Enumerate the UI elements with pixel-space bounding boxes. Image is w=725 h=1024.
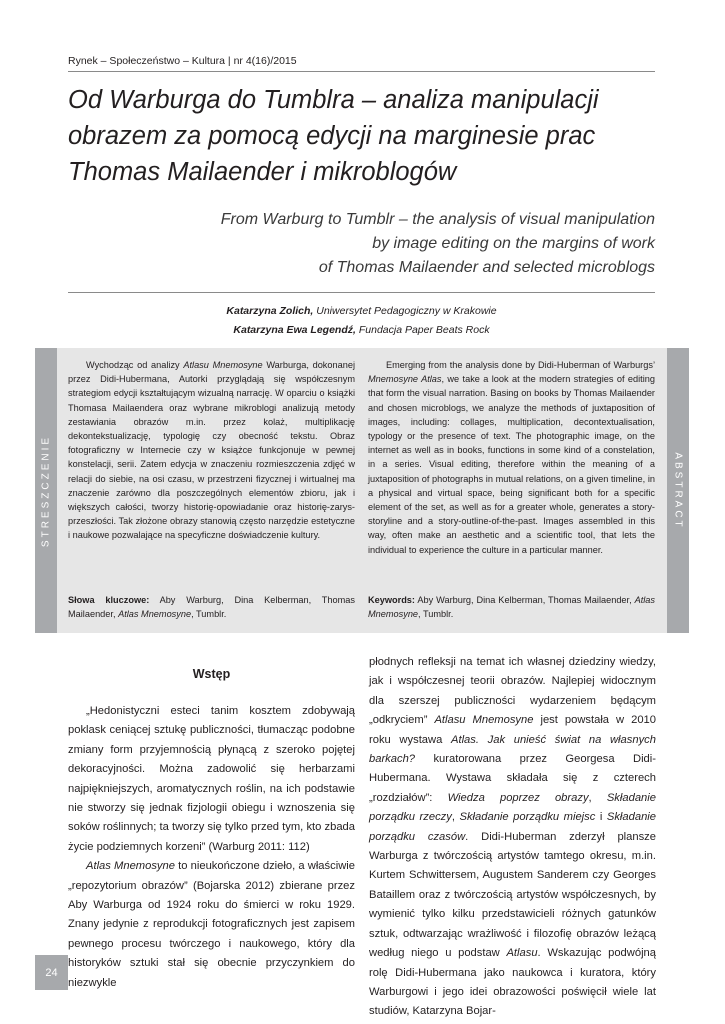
author-affiliation: Fundacja Paper Beats Rock — [355, 324, 490, 336]
abstract-paragraph: Wychodząc od analizy Atlasu Mnemosyne Warburga, dokonanej przez Didi-Hubermana, Autorki przyglądają się współczesnym strategiom edycji kształtującym wizualną narrację. W oparciu o książki Thomasa Mailaendera oraz wybrane mikroblogi analizują metody zestawiania obrazów m.in. przez kolaż, multiplikację dekontekstualizację, typologię czy obecność tekstu. Obraz fotograficzny w Internecie czy w książce funkcjonuje w pewnej konstelacji, serii. Zatem edycja w znaczeniu rozmieszczenia zdjęć w relacji do siebie, na osi czasu, w przestrzeni fizycznej i wirtualnej ma znaczenie zarówno dla poszczególnych elementów zbioru, jak i większych całości, tworzy historię-opowiadanie oraz historię-zarys-przeszłości. Tak złożone obrazy stanowią często narzędzie estetyczne i naukowe pozwalające na specyficzne doświadczenie kultury. — [68, 360, 355, 541]
authors-block — [68, 302, 655, 340]
article-title — [68, 82, 668, 190]
body-column-left — [68, 702, 355, 993]
keywords-label: Keywords: — [368, 595, 415, 605]
subtitle-line: From Warburg to Tumblr – the analysis of visual manipulation — [220, 211, 655, 228]
header-rule — [68, 71, 655, 72]
author-line — [68, 302, 655, 321]
title-line: obrazem za pomocą edycji na marginesie prac — [68, 122, 596, 150]
author-name: Katarzyna Ewa Legendź, — [233, 324, 356, 336]
subtitle-rule — [68, 292, 655, 293]
journal-header: Rynek – Społeczeństwo – Kultura | nr 4(16)/2015 — [68, 55, 297, 67]
body-paragraph: płodnych refleksji na temat ich własnej dziedziny wiedzy, jak i współczesnej teorii obrazów. Najlepiej widocznym dla szerszej publiczności wydarzeniem będącym „odkryciem” Atlasu Mnemosyne jest powstała w 2010 roku wystawa Atlas. Jak unieść świat na własnych barkach? kuratorowana przez Georgesa Didi-Hubermana. Wystawa składała się z czterech „rozdziałów”: Wiedza poprzez obrazy, Składanie porządku rzeczy, Składanie porządku miejsc i Składanie porządku czasów. Didi-Huberman zderzył plansze Warburga z twórczością artystów tamtego okresu, m.in. Kurtem Schwittersem, Augustem Sanderem czy Georges Bataillem oraz z twórczością artystów współczesnych, by wymienić tylko kilku przedstawicieli różnych gatunków sztuk, odtwarzając wrażliwość i filozofię obrazów leżącą według niego u podstaw Atlasu. Wskazując podwójną rolę Didi-Hubermana jako naukowca i kuratora, który Warburgowi i jego idei obrazowości poświęcił wiele lat studiów, Katarzyna Bojar- — [369, 656, 657, 1018]
abstract-paragraph: Emerging from the analysis done by Didi-Huberman of Warburgs’ Mnemosyne Atlas, we take a look at the modern strategies of editing that form the visual narration. Basing on books by Thomas Mailaender and chosen microblogs, we analyze the methods of juxtaposition of images, including: collages, multiplication, decontextualisation, typology or the presence of text. The photographic image, on the internet as well as in books, functions in some kind of a constelation, in a series. Visual editing, therefore within the meaning of a juxtaposition of photographs in mutual relations, on a given timeline, in a physical and virtual space, being significant both for a specific element of the set, as well as for a greater whole, generates a story-storyline and a story-outline-of-the-past. Images assembled in this way, often make an aesthetic and a scientific tool, that lets the individual to experience the culture in a particular manner. — [368, 360, 655, 555]
author-affiliation: Uniwersytet Pedagogiczny w Krakowie — [313, 305, 497, 317]
side-label-abstract: ABSTRACT — [672, 451, 684, 530]
abstract-english — [368, 358, 655, 557]
author-line — [68, 321, 655, 340]
abstract-box — [35, 348, 689, 633]
abstract-side-tab-left — [35, 348, 57, 633]
body-quote: „Hedonistyczni esteci tanim kosztem zdobywają poklask ceniącej sztukę publiczności, tłumacząc podobne zmiany form przyjemnością płynącą z szeroko pojętej dekoracyjności. Można zadowolić się herbarzami najpiękniejszych, aromatycznych roślin, na ich podstawie nie stworzy się jednak fizjologii obiegu i wznoszenia się soków roślinnych; ta tworzy się tylko przed tym, kto zbada życie podziemnych korzeni” (Warburg 2011: 112) — [68, 705, 355, 853]
section-heading: Wstęp — [192, 667, 231, 681]
article-subtitle — [95, 208, 655, 280]
keywords-label: Słowa kluczowe: — [68, 595, 150, 605]
abstract-polish — [68, 358, 355, 543]
subtitle-line: by image editing on the margins of work — [372, 235, 655, 252]
title-line: Od Warburga do Tumblra – analiza manipulacji — [68, 86, 599, 114]
author-name: Katarzyna Zolich, — [226, 305, 314, 317]
keywords-polish: Słowa kluczowe: Aby Warburg, Dina Kelberman, Thomas Mailaender, Atlas Mnemosyne, Tumblr. — [68, 595, 355, 620]
side-label-streszczenie: STRESZCZENIE — [40, 434, 52, 547]
abstract-side-tab-right — [667, 348, 689, 633]
keywords-english: Keywords: Aby Warburg, Dina Kelberman, Thomas Mailaender, Atlas Mnemosyne, Tumblr. — [368, 595, 655, 620]
body-column-right — [369, 653, 656, 1022]
page-number: 24 — [35, 955, 68, 990]
title-line: Thomas Mailaender i mikroblogów — [68, 158, 457, 186]
body-paragraph: Atlas Mnemosyne to nieukończone dzieło, a właściwie „repozytorium obrazów” (Bojarska 2012) zbierane przez Aby Warburga od 1924 roku do śmierci w roku 1929. Znany jedynie z reprodukcji fotograficznych jest zapisem pewnego procesu twórczego i naukowego, który dla historyków sztuki stał się obecnie przyczynkiem do niezwykle — [68, 860, 355, 989]
subtitle-line: of Thomas Mailaender and selected microblogs — [318, 259, 655, 276]
